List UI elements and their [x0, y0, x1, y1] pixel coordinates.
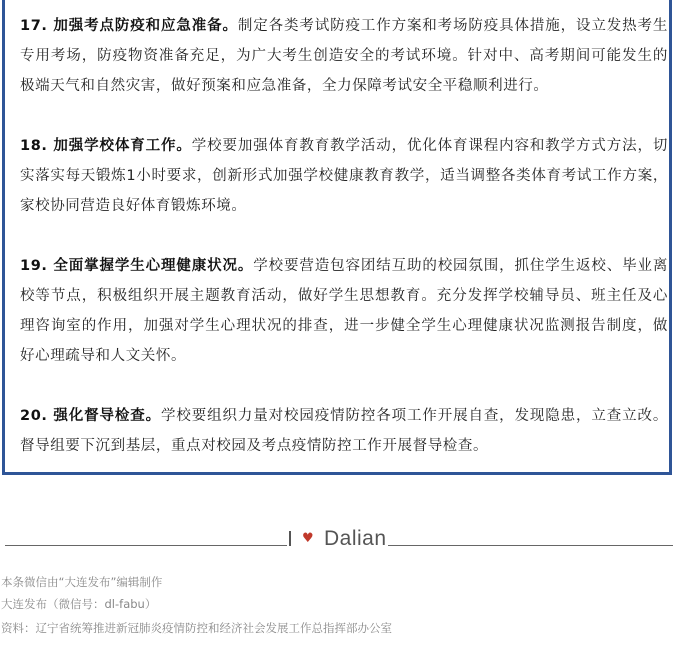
item-body: 制定各类考试防疫工作方案和考场防疫具体措施，设立发热考生专用考场，防疫物资准备充足，为广大考生创造安全的考试环境。针对中、高考期间可能发生的极端天气和自然灾害，做好预案和应急准备，全力保障考试安全平稳顺利进行。 — [20, 18, 668, 94]
item-heading: 17. 加强考点防疫和应急准备。 — [20, 18, 238, 34]
item-heading: 18. 加强学校体育工作。 — [20, 138, 192, 154]
item-heading: 20. 强化督导检查。 — [20, 408, 162, 424]
item-heading: 19. 全面掌握学生心理健康状况。 — [20, 258, 254, 274]
item-body: 学校要组织力量对校园疫情防控各项工作开展自查，发现隐患，立查立改。督导组要下沉到基层，重点对校园及考点疫情防控工作开展督导检查。 — [20, 408, 668, 454]
article-box — [2, 0, 672, 475]
footer-bar-separator — [289, 531, 291, 546]
footer-divider-left — [5, 545, 287, 546]
footer-divider-right — [388, 545, 673, 546]
article-item — [20, 131, 668, 221]
item-body: 学校要营造包容团结互助的校园氛围，抓住学生返校、毕业离校等节点，积极组织开展主题教育活动，做好学生思想教育。充分发挥学校辅导员、班主任及心理咨询室的作用，加强对学生心理状况的排查，进一步健全学生心理健康状况监测报告制度，做好心理疏导和人文关怀。 — [20, 258, 668, 364]
brand-logo-text: Dalian — [324, 527, 387, 550]
article-item — [20, 401, 668, 461]
heart-icon: ♥ — [302, 531, 314, 546]
article-item — [20, 251, 668, 371]
editor-credit: 本条微信由“大连发布”编辑制作 — [1, 575, 163, 589]
item-body: 学校要加强体育教育教学活动，优化体育课程内容和教学方式方法，切实落实每天锻炼1小时要求，创新形式加强学校健康教育教学，适当调整各类体育考试工作方案，家校协同营造良好体育锻炼环境。 — [20, 138, 668, 214]
source-credit: 资料：辽宁省统筹推进新冠肺炎疫情防控和经济社会发展工作总指挥部办公室 — [1, 621, 392, 635]
account-credit: 大连发布（微信号：dl-fabu） — [1, 597, 157, 611]
article-item — [20, 11, 668, 101]
